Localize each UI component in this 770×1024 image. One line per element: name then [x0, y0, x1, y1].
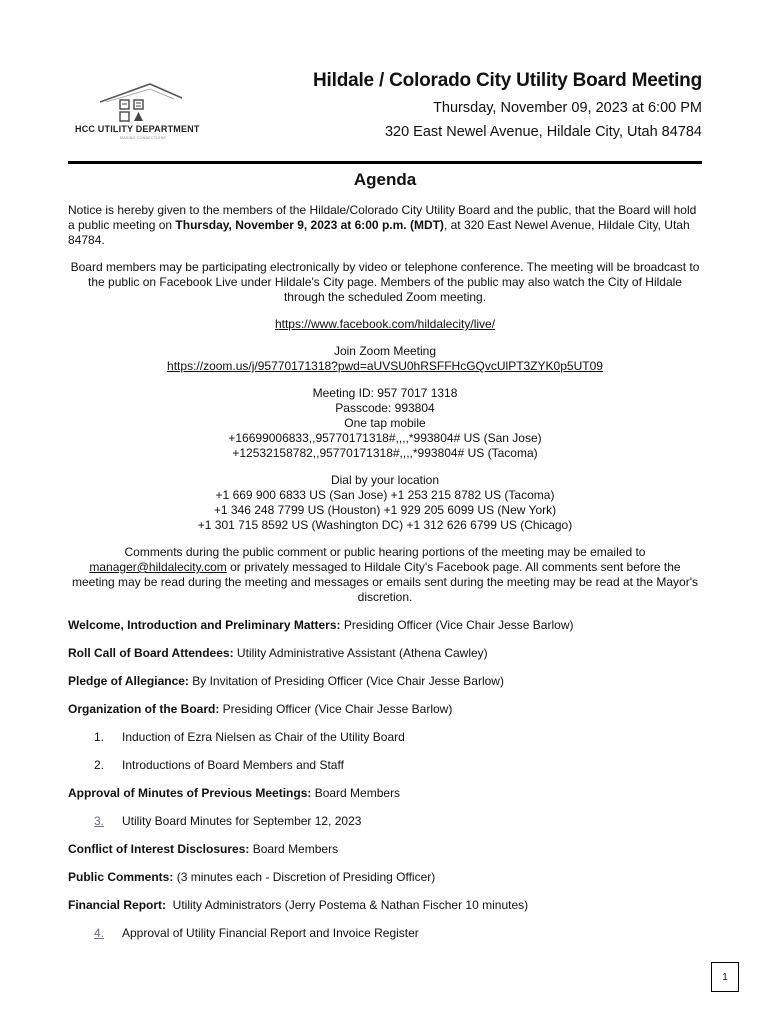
- agenda-item-organization: [68, 702, 702, 717]
- subitem-text: Introductions of Board Members and Staff: [122, 758, 344, 772]
- zoom-passcode: Passcode: 993804: [335, 401, 435, 415]
- agenda-item-financial: [68, 898, 702, 913]
- agenda-item-welcome: [68, 618, 702, 633]
- manager-email-link[interactable]: manager@hildalecity.com: [89, 560, 227, 574]
- zoom-dial-line-1: +1 669 900 6833 US (San Jose) +1 253 215 8782 US (Tacoma): [215, 488, 555, 502]
- logo-tagline: MAKING CONNECTIONS: [120, 136, 167, 140]
- subitem-number: 2.: [94, 758, 105, 772]
- meeting-header: [313, 70, 702, 140]
- page-number: 1: [711, 962, 739, 992]
- agenda-item-label: Approval of Minutes of Previous Meetings:: [68, 786, 312, 800]
- subitem-number: 1.: [94, 730, 105, 744]
- comments-text-1: Comments during the public comment or public hearing portions of the meeting may be emailed to: [124, 545, 646, 559]
- agenda-item-public-comments: [68, 870, 702, 885]
- zoom-dial-label: Dial by your location: [330, 473, 440, 487]
- zoom-join-label: Join Zoom Meeting: [333, 344, 437, 358]
- zoom-dial-line-3: +1 301 715 8592 US (Washington DC) +1 312 626 6799 US (Chicago): [197, 518, 573, 532]
- zoom-tap-tacoma: +12532158782,,95770171318#,,,,*993804# US (Tacoma): [232, 446, 538, 460]
- agenda-item-text: Utility Administrative Assistant (Athena Cawley): [233, 646, 488, 660]
- agenda-item-text: Utility Administrators (Jerry Postema & Nathan Fischer 10 minutes): [166, 898, 529, 912]
- agenda-subitem: [68, 730, 702, 745]
- agenda-item-conflict: [68, 842, 702, 857]
- logo-name: HCC UTILITY DEPARTMENT: [75, 124, 200, 134]
- agenda-body: [68, 203, 702, 941]
- zoom-tap-san-jose: +16699006833,,95770171318#,,,,*993804# US (San Jose): [228, 431, 542, 445]
- agenda-item-label: Pledge of Allegiance:: [68, 674, 189, 688]
- minutes-attachment-link[interactable]: 3.: [94, 814, 105, 828]
- agenda-item-text: Board Members: [249, 842, 339, 856]
- agenda-item-label: Financial Report:: [68, 898, 167, 912]
- zoom-meeting-id: Meeting ID: 957 7017 1318: [312, 386, 458, 400]
- agenda-item-roll-call: [68, 646, 702, 661]
- notice-datetime: Thursday, November 9, 2023 at 6:00 p.m. (MDT): [175, 218, 444, 232]
- agenda-subitem: [68, 926, 702, 941]
- meeting-address: 320 East Newel Avenue, Hildale City, Utah 84784: [384, 124, 702, 140]
- agenda-item-label: Organization of the Board:: [68, 702, 220, 716]
- subitem-text: Approval of Utility Financial Report and Invoice Register: [122, 926, 419, 940]
- page-title: Hildale / Colorado City Utility Board Meeting: [313, 70, 702, 91]
- agenda-subitem: [68, 758, 702, 773]
- subitem-text: Utility Board Minutes for September 12, 2023: [122, 814, 362, 828]
- agenda-item-label: Conflict of Interest Disclosures:: [68, 842, 250, 856]
- header-divider: [68, 161, 702, 164]
- agenda-item-text: Presiding Officer (Vice Chair Jesse Barlow): [219, 702, 453, 716]
- agenda-item-pledge: [68, 674, 702, 689]
- agenda-item-text: By Invitation of Presiding Officer (Vice Chair Jesse Barlow): [188, 674, 504, 688]
- subitem-text: Induction of Ezra Nielsen as Chair of the Utility Board: [122, 730, 405, 744]
- notice-text-1: Notice is hereby given to the members of the Hildale/Colorado City Utility Board and the public, that the Board will hold a public meeting on: [68, 203, 697, 232]
- agenda-subitem: [68, 814, 702, 829]
- agenda-item-text: Board Members: [311, 786, 401, 800]
- financial-attachment-link[interactable]: 4.: [94, 926, 105, 940]
- agenda-item-text: Presiding Officer (Vice Chair Jesse Barlow): [340, 618, 574, 632]
- facebook-live-link[interactable]: https://www.facebook.com/hildalecity/live/: [274, 317, 496, 331]
- agenda-item-label: Public Comments:: [68, 870, 174, 884]
- comments-text-2: or privately messaged to Hildale City's Facebook page. All comments sent before the meeting may be read during the meeting and messages or emails sent during the meeting may be read at the Mayor's discretion.: [72, 560, 698, 604]
- agenda-item-label: Welcome, Introduction and Preliminary Matters:: [68, 618, 341, 632]
- zoom-dial-line-2: +1 346 248 7799 US (Houston) +1 929 205 6099 US (New York): [213, 503, 557, 517]
- notice-text-2: , at 320 East Newel Avenue, Hildale City, Utah 84784.: [68, 218, 690, 247]
- zoom-one-tap-label: One tap mobile: [344, 416, 426, 430]
- agenda-item-text: (3 minutes each - Discretion of Presiding Officer): [173, 870, 436, 884]
- agenda-heading: Agenda: [353, 170, 417, 189]
- electronic-participation-notice: Board members may be participating electronically by video or telephone conference. The meeting will be broadcast to the public on Facebook Live under Hildale's City page. Members of the public may also watch the City of Hildale through the scheduled Zoom meeting.: [70, 260, 700, 304]
- agenda-item-minutes: [68, 786, 702, 801]
- comments-notice: [68, 545, 702, 605]
- meeting-datetime: Thursday, November 09, 2023 at 6:00 PM: [433, 100, 702, 116]
- agenda-item-label: Roll Call of Board Attendees:: [68, 646, 234, 660]
- public-notice: [68, 203, 702, 248]
- zoom-meeting-link[interactable]: https://zoom.us/j/95770171318?pwd=aUVSU0hRSFFHcGQvcUlPT3ZYK0p5UT09: [167, 359, 603, 373]
